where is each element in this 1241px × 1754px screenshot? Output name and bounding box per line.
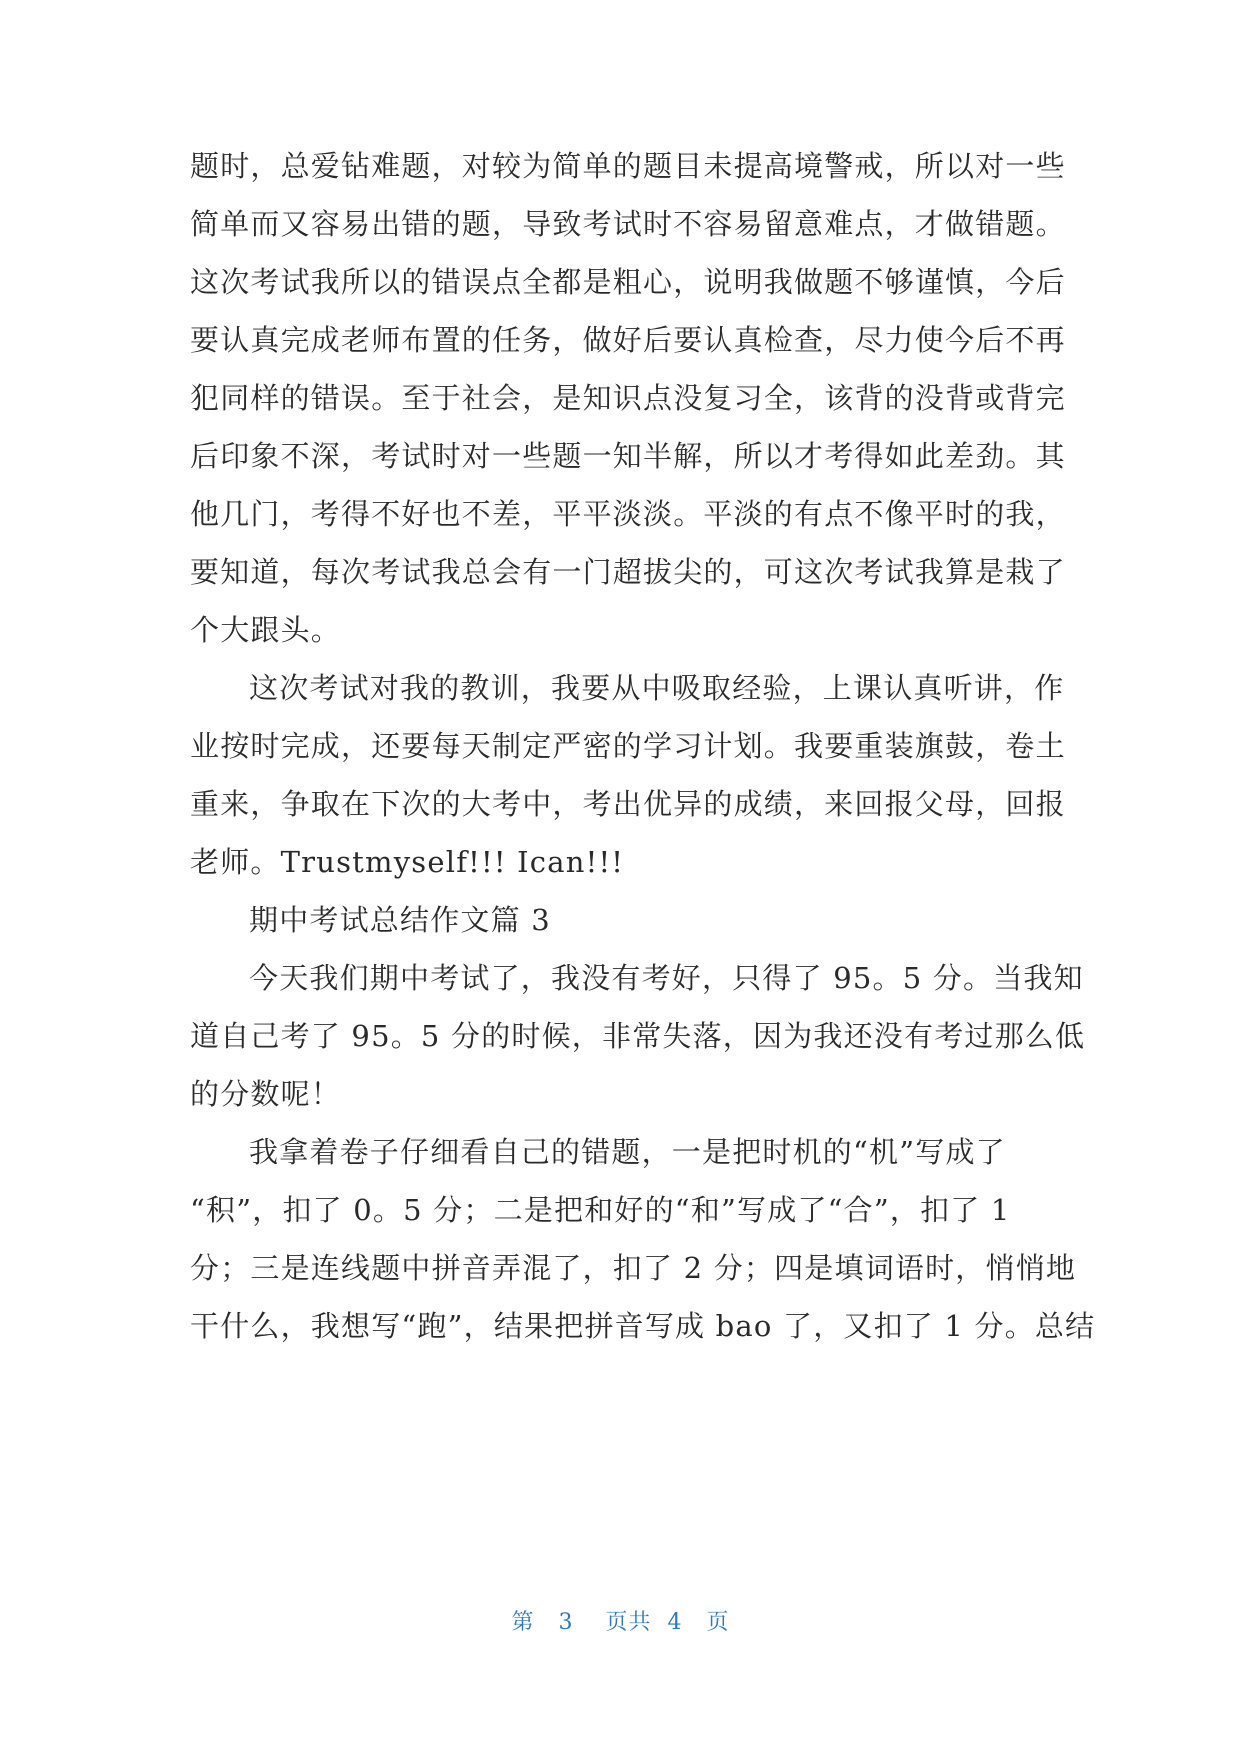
text-line: 要认真完成老师布置的任务，做好后要认真检查，尽力使今后不再 [190, 323, 1066, 357]
text-line: 个大跟头。 [190, 613, 342, 647]
text-line: 题时，总爱钻难题，对较为简单的题目未提高境警戒，所以对一些 [190, 149, 1066, 183]
text-line: 我拿着卷子仔细看自己的错题，一是把时机的“机”写成了 [249, 1135, 1006, 1169]
section-heading: 期中考试总结作文篇 3 [249, 903, 551, 937]
total-pages-number: 4 [667, 1610, 683, 1635]
footer-prefix: 第 [511, 1610, 535, 1635]
text-line: 分；三是连线题中拼音弄混了，扣了 2 分；四是填词语时，悄悄地 [190, 1251, 1077, 1285]
text-line: 干什么，我想写“跑”，结果把拼音写成 bao 了，又扣了 1 分。总结 [190, 1309, 1096, 1343]
text-line: 重来，争取在下次的大考中，考出优异的成绩，来回报父母，回报 [190, 787, 1066, 821]
current-page-number: 3 [558, 1610, 574, 1635]
footer-suffix: 页 [706, 1610, 730, 1635]
text-line: 犯同样的错误。至于社会，是知识点没复习全，该背的没背或背完 [190, 381, 1066, 415]
text-line: 他几门，考得不好也不差，平平淡淡。平淡的有点不像平时的我， [190, 497, 1066, 531]
text-line: 老师。Trustmyself!!! Ican!!! [190, 845, 625, 879]
text-line: “积”，扣了 0。5 分；二是把和好的“和”写成了“合”，扣了 1 [190, 1193, 1011, 1227]
text-line: 简单而又容易出错的题，导致考试时不容易留意难点，才做错题。 [190, 207, 1066, 241]
text-line: 这次考试我所以的错误点全都是粗心，说明我做题不够谨慎，今后 [190, 265, 1066, 299]
text-line: 的分数呢！ [190, 1077, 342, 1111]
text-line: 今天我们期中考试了，我没有考好，只得了 95。5 分。当我知 [249, 961, 1084, 995]
text-line: 要知道，每次考试我总会有一门超拔尖的，可这次考试我算是栽了 [190, 555, 1066, 589]
text-line: 道自己考了 95。5 分的时候，非常失落，因为我还没有考过那么低 [190, 1019, 1086, 1053]
footer-middle: 页共 [605, 1610, 652, 1635]
page-footer [0, 1605, 1241, 1636]
text-line: 这次考试对我的教训，我要从中吸取经验，上课认真听讲，作 [249, 671, 1065, 705]
text-line: 业按时完成，还要每天制定严密的学习计划。我要重装旗鼓，卷土 [190, 729, 1066, 763]
text-line: 后印象不深，考试时对一些题一知半解，所以才考得如此差劲。其 [190, 439, 1066, 473]
